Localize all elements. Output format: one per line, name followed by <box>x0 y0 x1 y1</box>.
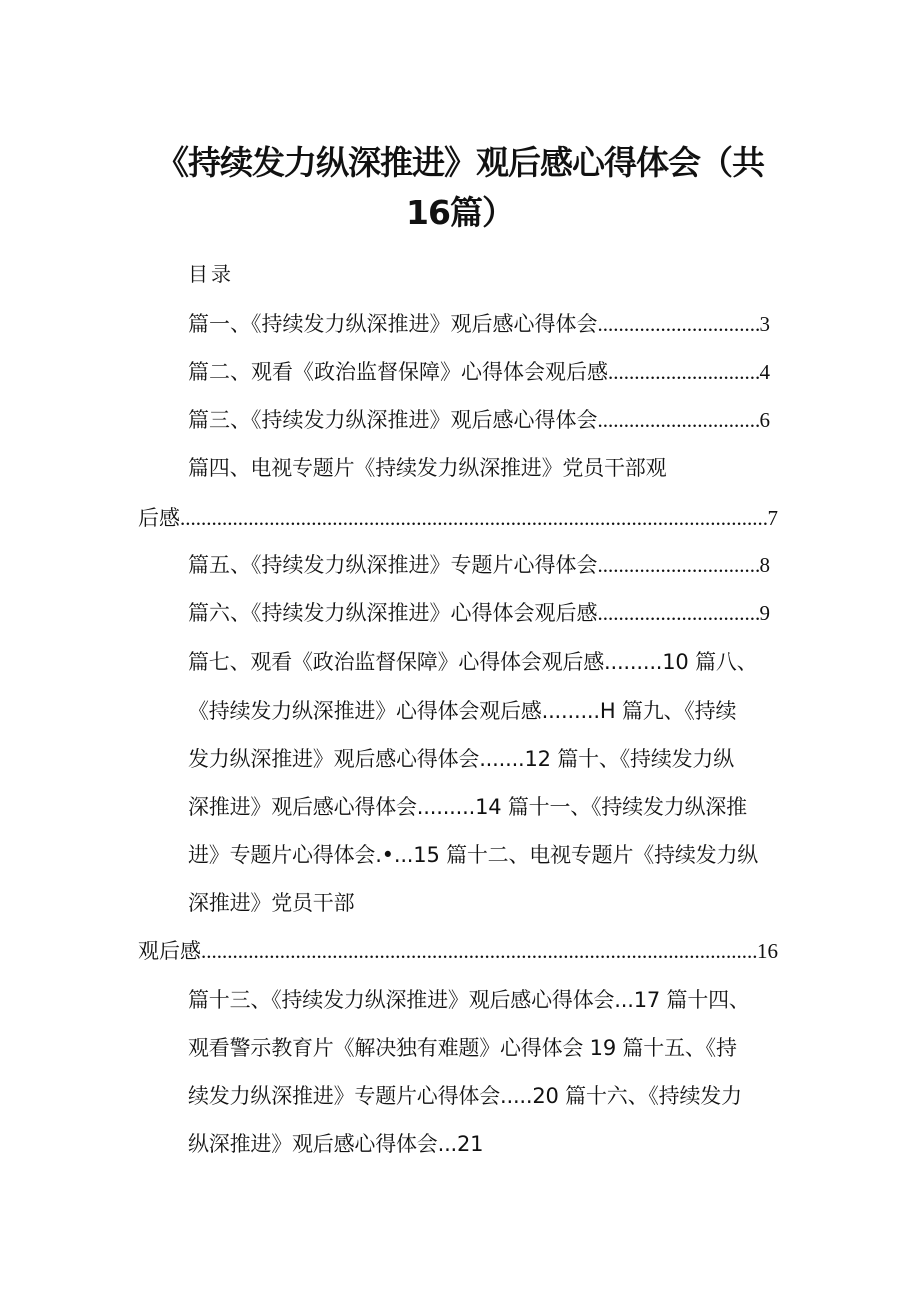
document-title-line-2: 16篇） <box>406 193 514 232</box>
toc-entry[interactable] <box>188 314 770 335</box>
toc-entry[interactable] <box>188 362 770 383</box>
toc-entry-text-line-2: 后感 <box>138 506 180 530</box>
toc-dot-leader <box>598 314 760 335</box>
document-title-line-1: 《持续发力纵深推进》观后感心得体会（共 <box>156 143 764 182</box>
toc-flow-line[interactable]: 深推进》观后感心得体会.........14 篇十一、《持续发力纵深推 <box>188 795 747 819</box>
toc-flow-line[interactable]: 续发力纵深推进》专题片心得体会.....20 篇十六、《持续发力 <box>188 1084 742 1108</box>
toc-flow-line[interactable]: 纵深推进》观后感心得体会...21 <box>188 1132 484 1156</box>
toc-entry-text: 篇一、《持续发力纵深推进》观后感心得体会 <box>188 312 598 336</box>
toc-flow-line[interactable]: 进》专题片心得体会.•...15 篇十二、电视专题片《持续发力纵 <box>188 843 759 867</box>
toc-page-number: 9 <box>759 601 770 625</box>
toc-dot-leader <box>201 941 757 962</box>
toc-entry-text-line-1[interactable]: 篇四、电视专题片《持续发力纵深推进》党员干部观 <box>188 456 667 480</box>
toc-dot-leader <box>180 508 768 529</box>
toc-entry[interactable] <box>138 941 778 962</box>
toc-page-number: 16 <box>757 939 778 963</box>
toc-entry-text: 篇五、《持续发力纵深推进》专题片心得体会 <box>188 553 598 577</box>
toc-page-number: 8 <box>759 553 770 577</box>
toc-entry[interactable] <box>138 508 778 529</box>
toc-dot-leader <box>598 555 760 576</box>
toc-page-number: 6 <box>759 408 770 432</box>
toc-dot-leader <box>598 410 760 431</box>
toc-page-number: 7 <box>767 506 778 530</box>
toc-flow-line[interactable]: 《持续发力纵深推进》心得体会观后感.........H 篇九、《持续 <box>188 699 737 723</box>
toc-entry-text: 篇三、《持续发力纵深推进》观后感心得体会 <box>188 408 598 432</box>
toc-flow-line[interactable]: 发力纵深推进》观后感心得体会.......12 篇十、《持续发力纵 <box>188 747 735 771</box>
toc-entry[interactable] <box>188 410 770 431</box>
toc-page-number: 4 <box>759 360 770 384</box>
toc-flow-line[interactable]: 深推进》党员干部 <box>188 891 355 915</box>
toc-flow-line[interactable]: 篇七、观看《政治监督保障》心得体会观后感.........10 篇八、 <box>188 650 758 674</box>
toc-page-number: 3 <box>759 312 770 336</box>
toc-entry[interactable] <box>188 603 770 624</box>
toc-flow-line[interactable]: 观看警示教育片《解决独有难题》心得体会 19 篇十五、《持 <box>188 1036 737 1060</box>
toc-dot-leader <box>598 603 760 624</box>
toc-dot-leader <box>608 362 760 383</box>
toc-entry-text: 篇二、观看《政治监督保障》心得体会观后感 <box>188 360 608 384</box>
toc-entry[interactable] <box>188 555 770 576</box>
toc-entry-text: 篇六、《持续发力纵深推进》心得体会观后感 <box>188 601 598 625</box>
toc-heading: 目录 <box>188 262 234 286</box>
toc-flow-line[interactable]: 篇十三、《持续发力纵深推进》观后感心得体会...17 篇十四、 <box>188 988 750 1012</box>
toc-entry-text-tail: 观后感 <box>138 939 201 963</box>
